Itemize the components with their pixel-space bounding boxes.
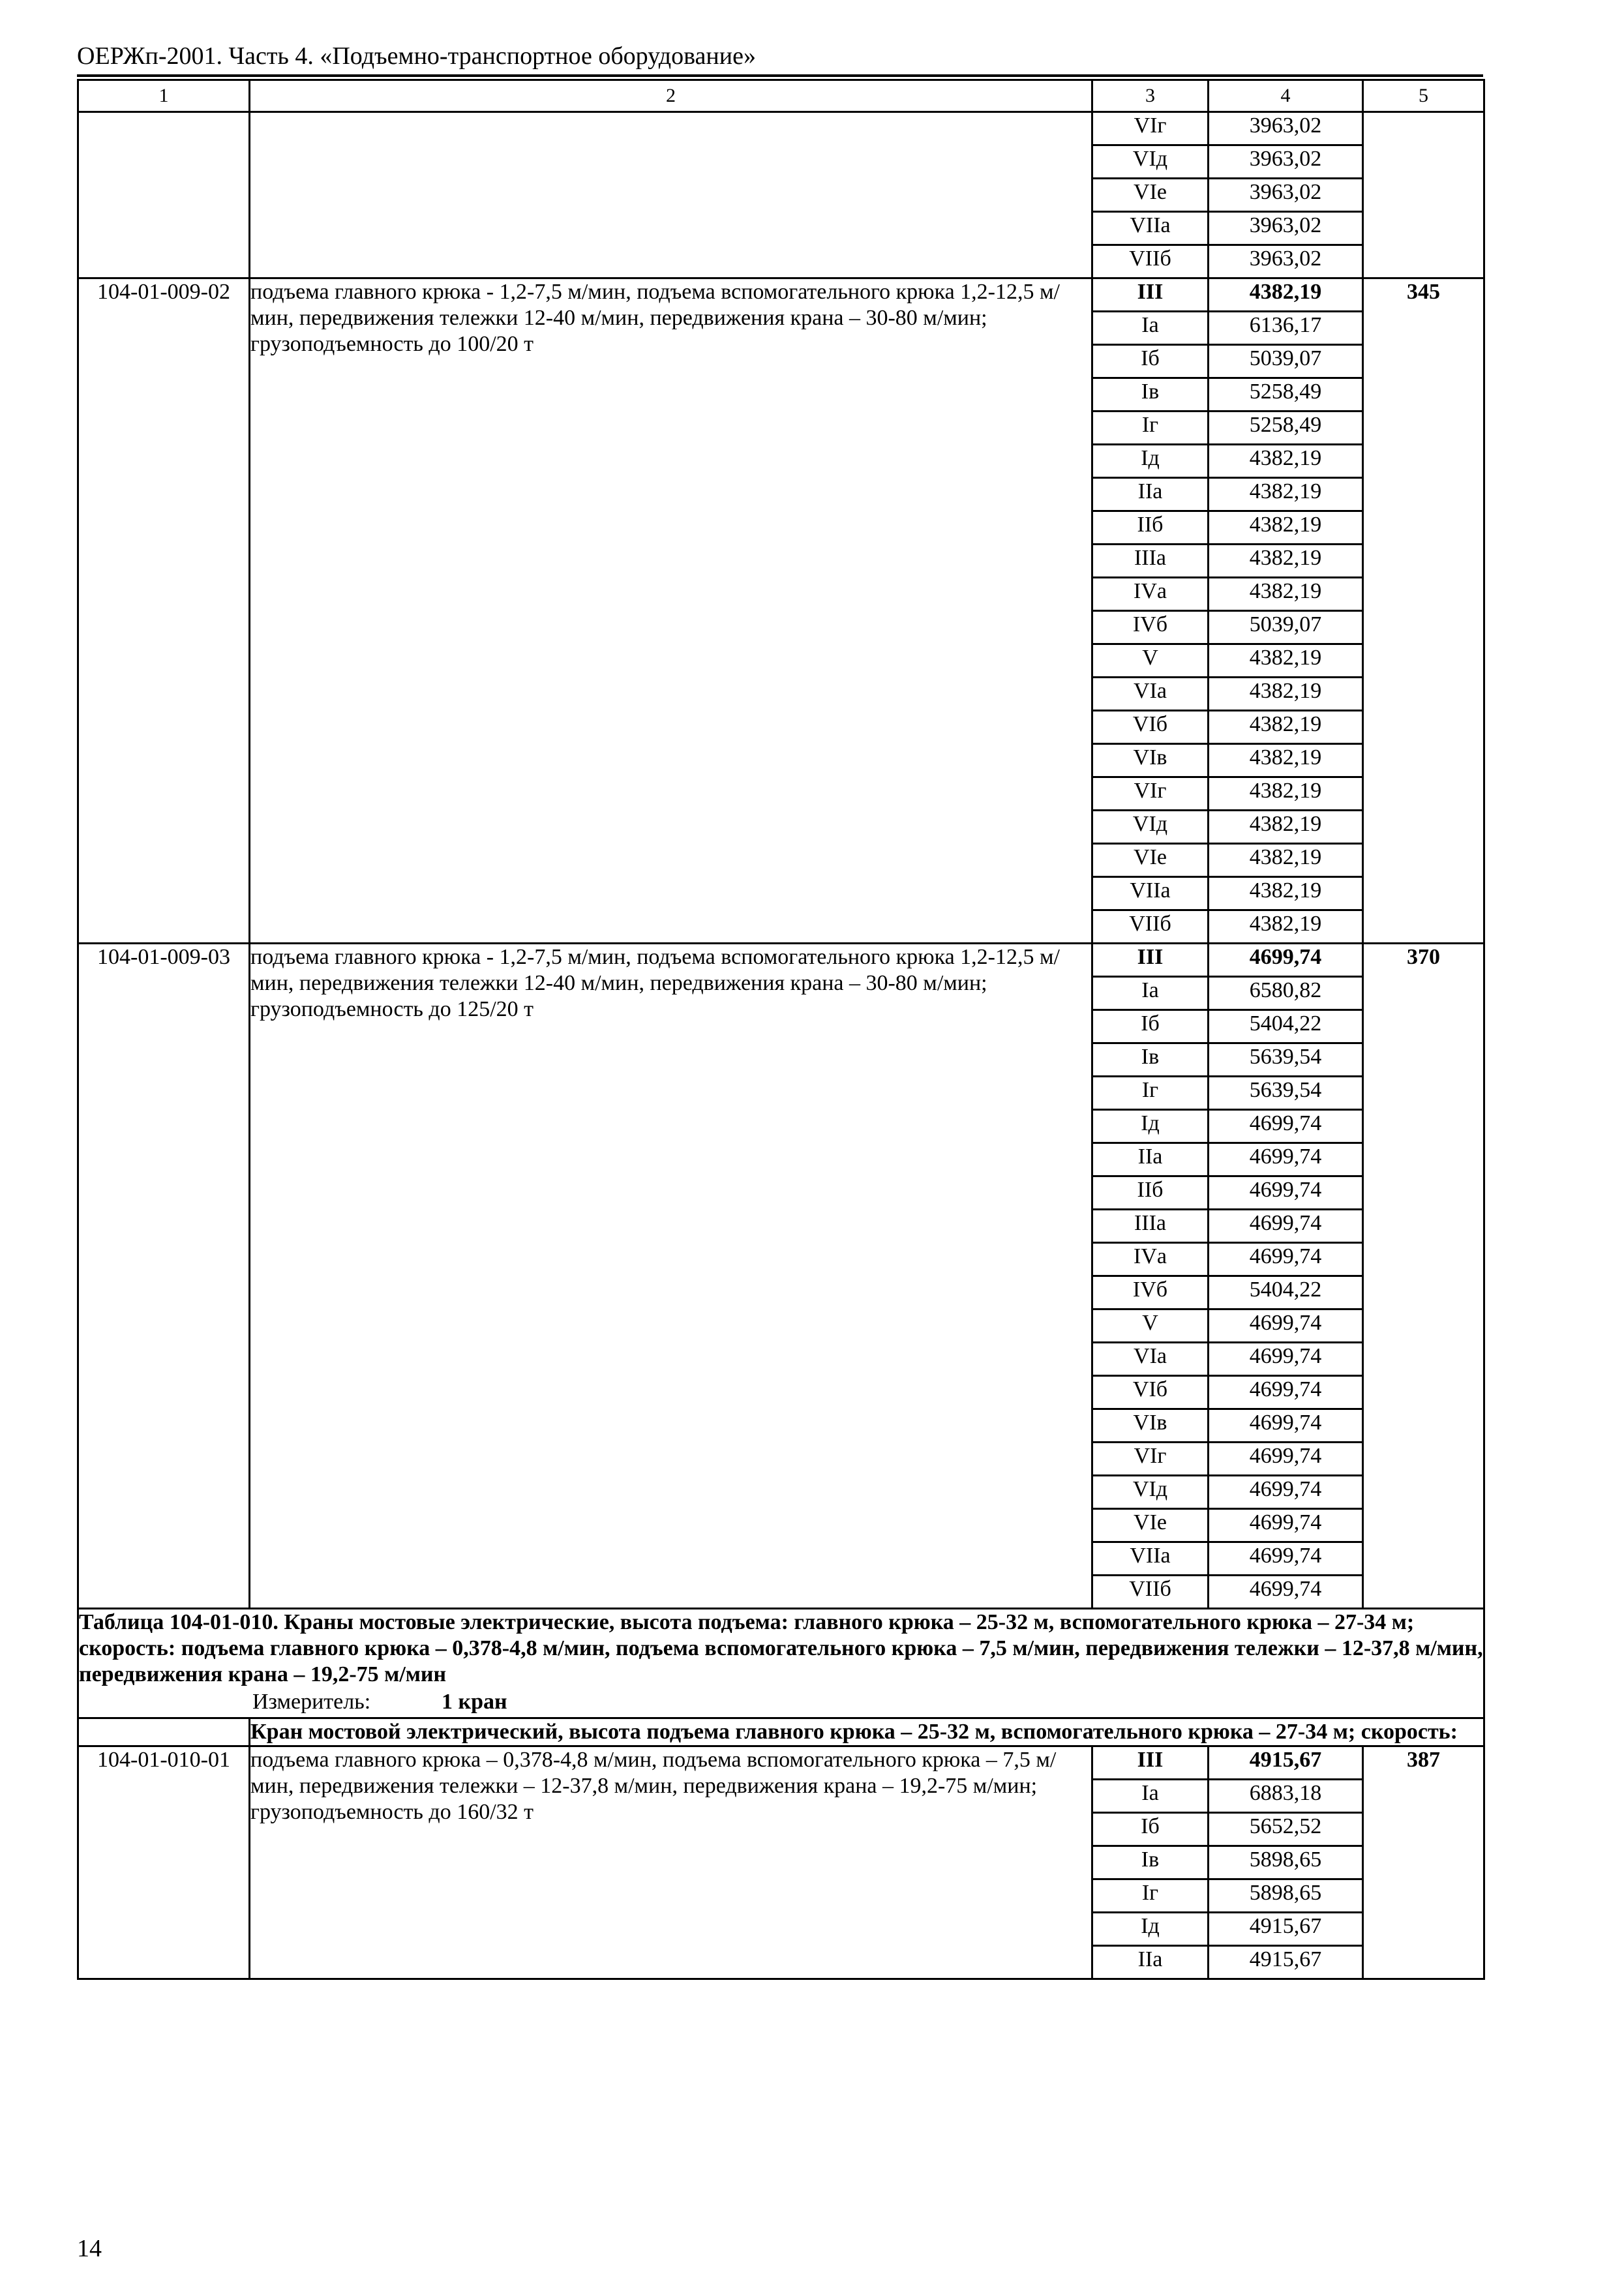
price-cell: 4382,19 — [1209, 777, 1363, 811]
zone-cell: IIIа — [1092, 545, 1209, 578]
price-cell: 5639,54 — [1209, 1077, 1363, 1110]
zone-cell: VIIа — [1092, 877, 1209, 910]
zone-cell: VIб — [1092, 711, 1209, 744]
zone-cell: VIIб — [1092, 245, 1209, 278]
zone-cell: Iв — [1092, 378, 1209, 411]
group-code-empty — [78, 1718, 250, 1746]
zone-cell: VIIа — [1092, 212, 1209, 245]
item-description: подъема главного крюка – 0,378-4,8 м/мин, подъема вспомогательного крюка – 7,5 м/мин, передвижения тележки – 12-37,8 м/мин, передвижения крана – 19,2-75 м/мин; грузоподъемность до 160/32 т — [250, 1746, 1092, 1979]
zone-cell: IIб — [1092, 1176, 1209, 1210]
price-cell: 4382,19 — [1209, 711, 1363, 744]
meter-label: Измеритель: — [252, 1690, 371, 1714]
price-cell: 4382,19 — [1209, 744, 1363, 777]
zone-cell: Iв — [1092, 1043, 1209, 1077]
price-cell: 5898,65 — [1209, 1879, 1363, 1912]
price-cell: 4382,19 — [1209, 478, 1363, 511]
zone-cell: III — [1092, 1746, 1209, 1779]
meter-cell — [78, 1688, 1484, 1718]
price-cell: 5039,07 — [1209, 611, 1363, 644]
price-cell: 3963,02 — [1209, 179, 1363, 212]
price-cell: 4382,19 — [1209, 578, 1363, 611]
zone-cell: IVб — [1092, 1276, 1209, 1309]
zone-cell: IIа — [1092, 1143, 1209, 1176]
price-cell: 4382,19 — [1209, 844, 1363, 877]
price-cell: 5404,22 — [1209, 1010, 1363, 1043]
zone-cell: Iг — [1092, 1077, 1209, 1110]
price-cell: 4382,19 — [1209, 811, 1363, 844]
price-cell: 4699,74 — [1209, 1243, 1363, 1276]
item-code: 104-01-009-02 — [78, 278, 250, 944]
price-cell: 3963,02 — [1209, 245, 1363, 278]
price-cell: 4699,74 — [1209, 1576, 1363, 1609]
price-cell: 4699,74 — [1209, 1176, 1363, 1210]
price-cell: 4699,74 — [1209, 1409, 1363, 1443]
zone-cell: VIе — [1092, 179, 1209, 212]
price-table-body — [78, 80, 1484, 1979]
item-code: 104-01-010-01 — [78, 1746, 250, 1979]
table-row — [78, 944, 1484, 977]
zone-cell: VIIб — [1092, 910, 1209, 944]
zone-cell: VIд — [1092, 1476, 1209, 1509]
zone-cell: VIа — [1092, 1343, 1209, 1376]
column-number: 2 — [250, 80, 1092, 112]
column-number: 3 — [1092, 80, 1209, 112]
price-cell: 4699,74 — [1209, 1343, 1363, 1376]
column-number: 5 — [1363, 80, 1484, 112]
price-cell: 6580,82 — [1209, 977, 1363, 1010]
price-cell: 4699,74 — [1209, 1143, 1363, 1176]
price-cell: 4699,74 — [1209, 1443, 1363, 1476]
zone-cell: VIв — [1092, 744, 1209, 777]
zone-cell: VIб — [1092, 1376, 1209, 1409]
page-number: 14 — [77, 2235, 102, 2262]
price-cell: 4699,74 — [1209, 1542, 1363, 1576]
price-cell: 5639,54 — [1209, 1043, 1363, 1077]
price-cell: 6136,17 — [1209, 312, 1363, 345]
price-cell: 5652,52 — [1209, 1812, 1363, 1846]
item-number: 345 — [1363, 278, 1484, 944]
zone-cell: Iг — [1092, 1879, 1209, 1912]
table-title-row — [78, 1609, 1484, 1688]
zone-cell: VIг — [1092, 777, 1209, 811]
price-table — [77, 79, 1485, 1980]
price-cell: 4382,19 — [1209, 678, 1363, 711]
price-cell: 4699,74 — [1209, 1509, 1363, 1542]
group-title: Кран мостовой электрический, высота подъема главного крюка – 25-32 м, вспомогательного крюка – 27-34 м; скорость: — [250, 1718, 1484, 1746]
zone-cell: Iб — [1092, 345, 1209, 378]
price-cell: 4382,19 — [1209, 278, 1363, 312]
zone-cell: VIе — [1092, 1509, 1209, 1542]
price-cell: 5258,49 — [1209, 378, 1363, 411]
zone-cell: IIб — [1092, 511, 1209, 545]
zone-cell: VIд — [1092, 145, 1209, 179]
item-description-empty — [250, 112, 1092, 278]
price-cell: 4382,19 — [1209, 445, 1363, 478]
price-cell: 6883,18 — [1209, 1779, 1363, 1812]
price-cell: 5404,22 — [1209, 1276, 1363, 1309]
zone-cell: VIг — [1092, 112, 1209, 145]
column-number: 1 — [78, 80, 250, 112]
table-row — [78, 278, 1484, 312]
price-cell: 4382,19 — [1209, 644, 1363, 678]
zone-cell: III — [1092, 278, 1209, 312]
item-number: 370 — [1363, 944, 1484, 1609]
meter-row — [78, 1688, 1484, 1718]
price-cell: 3963,02 — [1209, 212, 1363, 245]
zone-cell: Iа — [1092, 1779, 1209, 1812]
zone-cell: III — [1092, 944, 1209, 977]
zone-cell: IIа — [1092, 478, 1209, 511]
price-cell: 4699,74 — [1209, 1110, 1363, 1143]
table-row — [78, 112, 1484, 145]
zone-cell: V — [1092, 1309, 1209, 1343]
column-number: 4 — [1209, 80, 1363, 112]
price-cell: 4915,67 — [1209, 1912, 1363, 1945]
price-cell: 5039,07 — [1209, 345, 1363, 378]
header-rule — [77, 74, 1483, 77]
zone-cell: VIг — [1092, 1443, 1209, 1476]
price-cell: 5898,65 — [1209, 1846, 1363, 1879]
price-cell: 3963,02 — [1209, 112, 1363, 145]
zone-cell: VIе — [1092, 844, 1209, 877]
price-cell: 4699,74 — [1209, 1210, 1363, 1243]
item-description: подъема главного крюка - 1,2-7,5 м/мин, подъема вспомогательного крюка 1,2-12,5 м/мин, передвижения тележки 12-40 м/мин, передвижения крана – 30-80 м/мин; грузоподъемность до 125/20 т — [250, 944, 1092, 1609]
zone-cell: Iд — [1092, 1110, 1209, 1143]
item-description: подъема главного крюка - 1,2-7,5 м/мин, подъема вспомогательного крюка 1,2-12,5 м/мин, передвижения тележки 12-40 м/мин, передвижения крана – 30-80 м/мин; грузоподъемность до 100/20 т — [250, 278, 1092, 944]
zone-cell: VIIа — [1092, 1542, 1209, 1576]
price-cell: 4915,67 — [1209, 1945, 1363, 1979]
zone-cell: Iг — [1092, 411, 1209, 445]
item-number-empty — [1363, 112, 1484, 278]
zone-cell: IIа — [1092, 1945, 1209, 1979]
price-cell: 3963,02 — [1209, 145, 1363, 179]
meter-value: 1 кран — [442, 1690, 507, 1714]
page-header: ОЕРЖп-2001. Часть 4. «Подъемно-транспортное оборудование» — [77, 42, 756, 70]
price-cell: 4382,19 — [1209, 545, 1363, 578]
item-code-empty — [78, 112, 250, 278]
zone-cell: Iв — [1092, 1846, 1209, 1879]
table-row — [78, 1746, 1484, 1779]
zone-cell: Iб — [1092, 1812, 1209, 1846]
price-cell: 4915,67 — [1209, 1746, 1363, 1779]
zone-cell: IVа — [1092, 1243, 1209, 1276]
zone-cell: Iд — [1092, 1912, 1209, 1945]
zone-cell: IIIа — [1092, 1210, 1209, 1243]
zone-cell: Iа — [1092, 312, 1209, 345]
price-cell: 4382,19 — [1209, 910, 1363, 944]
price-cell: 4382,19 — [1209, 877, 1363, 910]
price-cell: 4699,74 — [1209, 1309, 1363, 1343]
zone-cell: VIв — [1092, 1409, 1209, 1443]
zone-cell: IVа — [1092, 578, 1209, 611]
table-title: Таблица 104-01-010. Краны мостовые электрические, высота подъема: главного крюка – 25-32 м, вспомогательного крюка – 27-34 м; скорость: подъема главного крюка – 0,378-4,8 м/мин, подъема вспомогательного крюка – 7,5 м/мин, передвижения тележки – 12-37,8 м/мин, передвижения крана – 19,2-75 м/мин — [78, 1609, 1484, 1688]
zone-cell: VIа — [1092, 678, 1209, 711]
price-cell: 5258,49 — [1209, 411, 1363, 445]
zone-cell: Iд — [1092, 445, 1209, 478]
zone-cell: V — [1092, 644, 1209, 678]
price-cell: 4699,74 — [1209, 944, 1363, 977]
price-cell: 4699,74 — [1209, 1476, 1363, 1509]
zone-cell: IVб — [1092, 611, 1209, 644]
zone-cell: Iа — [1092, 977, 1209, 1010]
zone-cell: Iб — [1092, 1010, 1209, 1043]
column-numbers-row — [78, 80, 1484, 112]
item-code: 104-01-009-03 — [78, 944, 250, 1609]
group-title-row — [78, 1718, 1484, 1746]
item-number: 387 — [1363, 1746, 1484, 1979]
price-cell: 4382,19 — [1209, 511, 1363, 545]
price-cell: 4699,74 — [1209, 1376, 1363, 1409]
zone-cell: VIд — [1092, 811, 1209, 844]
zone-cell: VIIб — [1092, 1576, 1209, 1609]
